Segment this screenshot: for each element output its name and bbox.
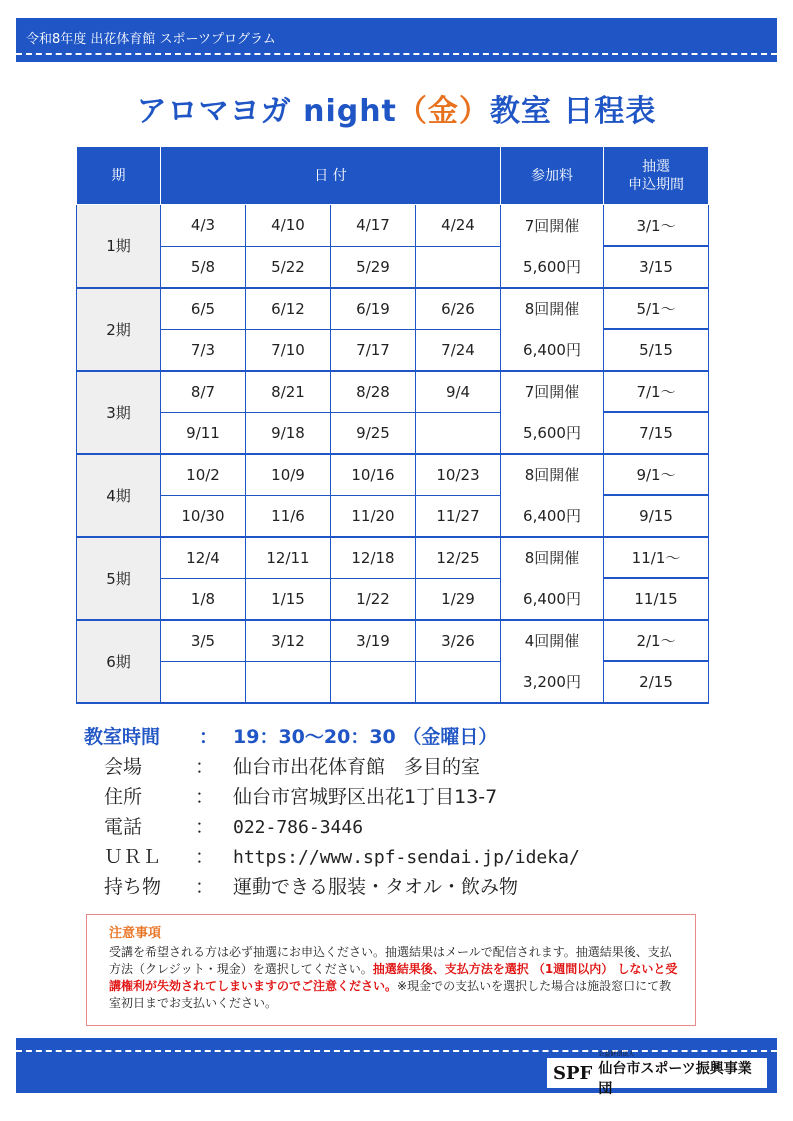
date-cell: 1/29 — [416, 578, 501, 620]
notice-text-1: 受講を希望される方は必ず抽選にお申込ください。抽選結果はメールで配信されます。抽選結果後、支払方法（クレジット・現金）を選択してください。 — [109, 945, 672, 976]
period-cell: 5期 — [77, 537, 161, 620]
belongings-colon: ： — [195, 876, 215, 898]
fee-price-cell: 5,600円 — [501, 412, 604, 454]
table-row — [77, 454, 709, 496]
date-cell: 10/9 — [246, 454, 331, 496]
header-lottery-line2: 申込期間 — [628, 176, 685, 193]
fee-count-cell: 7回開催 — [501, 205, 604, 247]
date-cell: 5/8 — [161, 246, 246, 288]
fee-count-cell: 8回開催 — [501, 288, 604, 330]
table-row — [77, 495, 709, 537]
header-lottery — [604, 147, 709, 205]
url-row — [84, 842, 580, 872]
date-cell — [331, 661, 416, 703]
table-row — [77, 661, 709, 703]
phone-key: 電話 — [104, 816, 143, 838]
period-cell: 4期 — [77, 454, 161, 537]
url-link[interactable]: https://www.spf-sendai.jp/ideka/ — [233, 847, 580, 868]
date-cell: 7/10 — [246, 329, 331, 371]
fee-price-cell: 6,400円 — [501, 495, 604, 537]
date-cell: 3/19 — [331, 620, 416, 662]
period-cell: 3期 — [77, 371, 161, 454]
notice-text-red: 抽選結果後、支払方法を選択 （1週間以内） しないと受講権利が失効されてしまいますのでご注意ください。 — [109, 962, 678, 993]
date-cell: 10/30 — [161, 495, 246, 537]
venue-key: 会場 — [104, 756, 143, 778]
date-cell — [161, 661, 246, 703]
notice-heading: 注意事項 — [109, 926, 162, 941]
fee-count-cell: 4回開催 — [501, 620, 604, 662]
date-cell: 5/22 — [246, 246, 331, 288]
lottery-end-cell: 3/15 — [604, 246, 709, 288]
lottery-end-cell: 2/15 — [604, 661, 709, 703]
table-row — [77, 246, 709, 288]
date-cell: 10/16 — [331, 454, 416, 496]
venue-value: 仙台市出花体育館 多目的室 — [233, 756, 481, 778]
table-row — [77, 537, 709, 579]
date-cell: 7/17 — [331, 329, 416, 371]
date-cell: 3/12 — [246, 620, 331, 662]
class-time-value: 19：30〜20：30 （金曜日） — [233, 726, 498, 748]
fee-count-cell: 8回開催 — [501, 454, 604, 496]
title-main: アロマヨガ night — [136, 94, 397, 129]
address-value: 仙台市宮城野区出花1丁目13-7 — [233, 786, 498, 808]
period-cell: 6期 — [77, 620, 161, 703]
date-cell: 9/25 — [331, 412, 416, 454]
phone-row — [84, 812, 580, 842]
lottery-start-cell: 9/1〜 — [604, 454, 709, 496]
class-info — [84, 722, 580, 902]
logo-subtitle: 公益財団法人 — [598, 1050, 635, 1058]
notice-body — [109, 944, 681, 1012]
address-colon: ： — [195, 786, 215, 808]
date-cell: 1/15 — [246, 578, 331, 620]
date-cell: 8/7 — [161, 371, 246, 413]
date-cell: 12/11 — [246, 537, 331, 579]
org-logo — [547, 1050, 767, 1097]
title-accent: （金） — [396, 94, 490, 129]
lottery-start-cell: 7/1〜 — [604, 371, 709, 413]
header-lottery-line1: 抽選 — [642, 158, 671, 175]
period-cell: 2期 — [77, 288, 161, 371]
class-time — [84, 722, 580, 752]
class-time-colon: ： — [199, 726, 219, 748]
date-cell: 8/28 — [331, 371, 416, 413]
date-cell: 9/11 — [161, 412, 246, 454]
footer-band — [16, 1038, 777, 1097]
date-cell: 3/5 — [161, 620, 246, 662]
date-cell — [416, 412, 501, 454]
date-cell: 12/4 — [161, 537, 246, 579]
address-key: 住所 — [104, 786, 143, 808]
date-cell — [416, 661, 501, 703]
date-cell: 6/5 — [161, 288, 246, 330]
table-row — [77, 620, 709, 662]
header-dashed-line — [16, 53, 777, 55]
date-cell: 7/24 — [416, 329, 501, 371]
date-cell: 5/29 — [331, 246, 416, 288]
date-cell: 11/27 — [416, 495, 501, 537]
date-cell: 4/3 — [161, 205, 246, 247]
fee-price-cell: 6,400円 — [501, 329, 604, 371]
header-label: 令和8年度 出花体育館 スポーツプログラム — [26, 32, 276, 47]
url-key: ＵＲＬ — [104, 846, 162, 868]
header-dates: 日 付 — [161, 147, 501, 205]
date-cell: 10/23 — [416, 454, 501, 496]
lottery-end-cell: 9/15 — [604, 495, 709, 537]
logo-text — [598, 1049, 761, 1098]
date-cell: 9/4 — [416, 371, 501, 413]
date-cell: 8/21 — [246, 371, 331, 413]
date-cell: 4/24 — [416, 205, 501, 247]
logo-org-name: 仙台市スポーツ振興事業団 — [598, 1060, 752, 1097]
belongings-value: 運動できる服装・タオル・飲み物 — [233, 876, 519, 898]
belongings-row — [84, 872, 580, 902]
date-cell: 4/17 — [331, 205, 416, 247]
header-band — [16, 18, 777, 62]
table-row — [77, 412, 709, 454]
date-cell: 6/19 — [331, 288, 416, 330]
date-cell: 3/26 — [416, 620, 501, 662]
lottery-end-cell: 11/15 — [604, 578, 709, 620]
date-cell: 11/6 — [246, 495, 331, 537]
fee-price-cell: 3,200円 — [501, 661, 604, 703]
phone-value: 022-786-3446 — [233, 817, 364, 838]
fee-count-cell: 8回開催 — [501, 537, 604, 579]
fee-count-cell: 7回開催 — [501, 371, 604, 413]
table-row — [77, 578, 709, 620]
venue-row — [84, 752, 580, 782]
date-cell: 12/18 — [331, 537, 416, 579]
date-cell: 10/2 — [161, 454, 246, 496]
table-row — [77, 329, 709, 371]
schedule-table — [76, 146, 709, 704]
table-header-row — [77, 147, 709, 205]
date-cell: 7/3 — [161, 329, 246, 371]
venue-colon: ： — [195, 756, 215, 778]
notice-text-2: ※現金での支払いを選択した場合は施設窓口にて教室初日までお支払いください。 — [109, 979, 672, 1010]
notice-box — [86, 914, 696, 1026]
date-cell: 12/25 — [416, 537, 501, 579]
title-post: 教室 日程表 — [489, 94, 657, 129]
address-row — [84, 782, 580, 812]
period-cell: 1期 — [77, 205, 161, 288]
date-cell: 1/8 — [161, 578, 246, 620]
date-cell — [416, 246, 501, 288]
header-fee: 参加料 — [501, 147, 604, 205]
lottery-end-cell: 7/15 — [604, 412, 709, 454]
spf-logo-icon: SPF — [553, 1062, 593, 1084]
date-cell: 11/20 — [331, 495, 416, 537]
date-cell — [246, 661, 331, 703]
lottery-start-cell: 2/1〜 — [604, 620, 709, 662]
class-time-key: 教室時間 — [84, 726, 161, 748]
date-cell: 9/18 — [246, 412, 331, 454]
date-cell: 4/10 — [246, 205, 331, 247]
page-title — [0, 86, 793, 130]
date-cell: 1/22 — [331, 578, 416, 620]
lottery-start-cell: 11/1〜 — [604, 537, 709, 579]
date-cell: 6/12 — [246, 288, 331, 330]
table-row — [77, 205, 709, 247]
lottery-start-cell: 5/1〜 — [604, 288, 709, 330]
lottery-start-cell: 3/1〜 — [604, 205, 709, 247]
url-colon: ： — [195, 846, 215, 868]
phone-colon: ： — [195, 816, 215, 838]
table-row — [77, 371, 709, 413]
fee-price-cell: 6,400円 — [501, 578, 604, 620]
table-row — [77, 288, 709, 330]
belongings-key: 持ち物 — [104, 876, 162, 898]
lottery-end-cell: 5/15 — [604, 329, 709, 371]
fee-price-cell: 5,600円 — [501, 246, 604, 288]
date-cell: 6/26 — [416, 288, 501, 330]
header-period: 期 — [77, 147, 161, 205]
